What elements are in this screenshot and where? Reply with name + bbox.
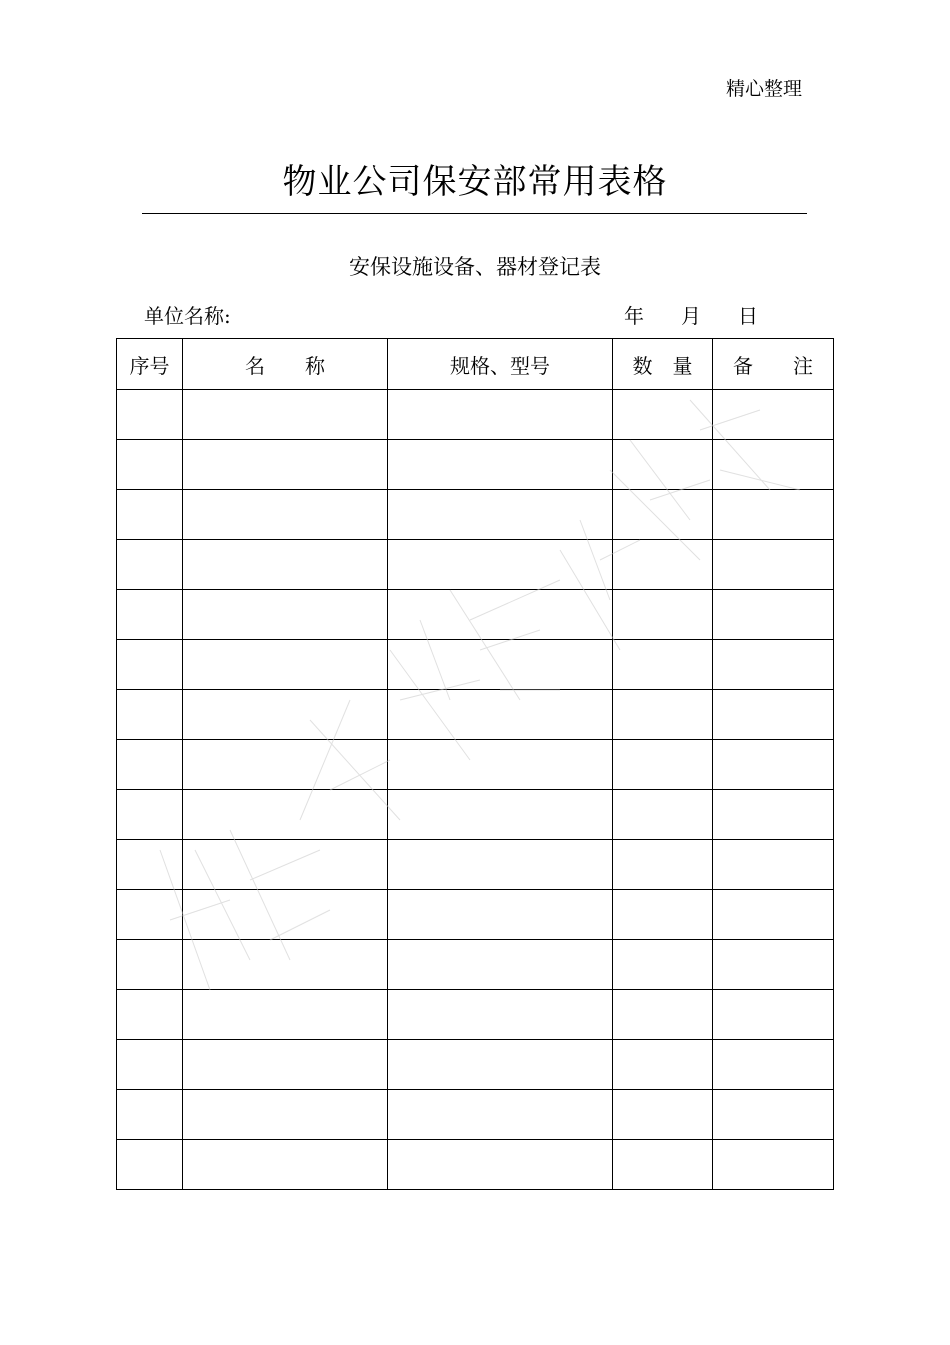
table-row — [117, 690, 834, 740]
cell-name[interactable] — [183, 1040, 388, 1090]
cell-serial[interactable] — [117, 490, 183, 540]
cell-quantity[interactable] — [613, 640, 713, 690]
cell-remarks[interactable] — [713, 1140, 834, 1190]
table-row — [117, 1090, 834, 1140]
title-divider — [142, 213, 807, 214]
cell-remarks[interactable] — [713, 1040, 834, 1090]
cell-serial[interactable] — [117, 1140, 183, 1190]
cell-remarks[interactable] — [713, 1090, 834, 1140]
table-row — [117, 790, 834, 840]
cell-serial[interactable] — [117, 940, 183, 990]
cell-name[interactable] — [183, 1140, 388, 1190]
cell-name[interactable] — [183, 640, 388, 690]
cell-spec-model[interactable] — [388, 890, 613, 940]
table-row — [117, 590, 834, 640]
cell-remarks[interactable] — [713, 940, 834, 990]
table-row — [117, 890, 834, 940]
cell-quantity[interactable] — [613, 940, 713, 990]
column-header-quantity: 数 量 — [613, 339, 713, 390]
cell-name[interactable] — [183, 890, 388, 940]
cell-spec-model[interactable] — [388, 940, 613, 990]
cell-serial[interactable] — [117, 1040, 183, 1090]
cell-quantity[interactable] — [613, 490, 713, 540]
column-header-remarks: 备 注 — [713, 339, 834, 390]
cell-remarks[interactable] — [713, 440, 834, 490]
cell-remarks[interactable] — [713, 590, 834, 640]
cell-quantity[interactable] — [613, 540, 713, 590]
cell-remarks[interactable] — [713, 790, 834, 840]
cell-name[interactable] — [183, 740, 388, 790]
cell-quantity[interactable] — [613, 790, 713, 840]
date-month-label: 月 — [681, 304, 701, 328]
cell-serial[interactable] — [117, 540, 183, 590]
cell-serial[interactable] — [117, 590, 183, 640]
header-note: 精心整理 — [725, 78, 802, 100]
cell-quantity[interactable] — [613, 890, 713, 940]
cell-name[interactable] — [183, 390, 388, 440]
table-row — [117, 740, 834, 790]
date-line — [624, 300, 758, 329]
cell-remarks[interactable] — [713, 690, 834, 740]
cell-spec-model[interactable] — [388, 990, 613, 1040]
table-row — [117, 490, 834, 540]
cell-spec-model[interactable] — [388, 490, 613, 540]
table-row — [117, 990, 834, 1040]
cell-quantity[interactable] — [613, 1090, 713, 1140]
table-header-row — [117, 339, 834, 390]
cell-remarks[interactable] — [713, 640, 834, 690]
table-row — [117, 440, 834, 490]
cell-quantity[interactable] — [613, 1040, 713, 1090]
form-title: 安保设施设备、器材登记表 — [349, 255, 601, 279]
cell-serial[interactable] — [117, 790, 183, 840]
column-header-serial: 序号 — [117, 339, 183, 390]
cell-name[interactable] — [183, 1090, 388, 1140]
cell-serial[interactable] — [117, 690, 183, 740]
cell-remarks[interactable] — [713, 390, 834, 440]
cell-quantity[interactable] — [613, 740, 713, 790]
column-header-name: 名 称 — [183, 339, 388, 390]
cell-quantity[interactable] — [613, 590, 713, 640]
cell-serial[interactable] — [117, 740, 183, 790]
date-day-label: 日 — [738, 304, 758, 328]
cell-spec-model[interactable] — [388, 390, 613, 440]
cell-remarks[interactable] — [713, 490, 834, 540]
cell-name[interactable] — [183, 990, 388, 1040]
table-body — [117, 390, 834, 1190]
cell-quantity[interactable] — [613, 390, 713, 440]
cell-spec-model[interactable] — [388, 640, 613, 690]
table-row — [117, 840, 834, 890]
table-row — [117, 1040, 834, 1090]
cell-serial[interactable] — [117, 840, 183, 890]
cell-serial[interactable] — [117, 990, 183, 1040]
cell-remarks[interactable] — [713, 540, 834, 590]
cell-serial[interactable] — [117, 390, 183, 440]
cell-quantity[interactable] — [613, 690, 713, 740]
cell-name[interactable] — [183, 440, 388, 490]
cell-quantity[interactable] — [613, 440, 713, 490]
cell-serial[interactable] — [117, 440, 183, 490]
table-row — [117, 940, 834, 990]
cell-spec-model[interactable] — [388, 1140, 613, 1190]
cell-name[interactable] — [183, 790, 388, 840]
cell-spec-model[interactable] — [388, 1090, 613, 1140]
cell-serial[interactable] — [117, 1090, 183, 1140]
table-row — [117, 640, 834, 690]
cell-name[interactable] — [183, 840, 388, 890]
cell-remarks[interactable] — [713, 740, 834, 790]
cell-serial[interactable] — [117, 640, 183, 690]
cell-quantity[interactable] — [613, 990, 713, 1040]
cell-name[interactable] — [183, 940, 388, 990]
cell-name[interactable] — [183, 690, 388, 740]
cell-spec-model[interactable] — [388, 690, 613, 740]
table-row — [117, 1140, 834, 1190]
cell-name[interactable] — [183, 540, 388, 590]
cell-remarks[interactable] — [713, 990, 834, 1040]
date-year-label: 年 — [624, 304, 644, 328]
table-row — [117, 390, 834, 440]
cell-quantity[interactable] — [613, 1140, 713, 1190]
unit-name-label: 单位名称: — [144, 304, 231, 328]
column-header-spec-model: 规格、型号 — [388, 339, 613, 390]
cell-quantity[interactable] — [613, 840, 713, 890]
cell-name[interactable] — [183, 590, 388, 640]
page-title: 物业公司保安部常用表格 — [282, 162, 668, 202]
cell-spec-model[interactable] — [388, 440, 613, 490]
equipment-register-table — [116, 338, 834, 1190]
cell-spec-model[interactable] — [388, 790, 613, 840]
cell-remarks[interactable] — [713, 890, 834, 940]
cell-spec-model[interactable] — [388, 740, 613, 790]
cell-spec-model[interactable] — [388, 840, 613, 890]
cell-spec-model[interactable] — [388, 1040, 613, 1090]
table-row — [117, 540, 834, 590]
cell-remarks[interactable] — [713, 840, 834, 890]
cell-serial[interactable] — [117, 890, 183, 940]
cell-name[interactable] — [183, 490, 388, 540]
cell-spec-model[interactable] — [388, 590, 613, 640]
cell-spec-model[interactable] — [388, 540, 613, 590]
